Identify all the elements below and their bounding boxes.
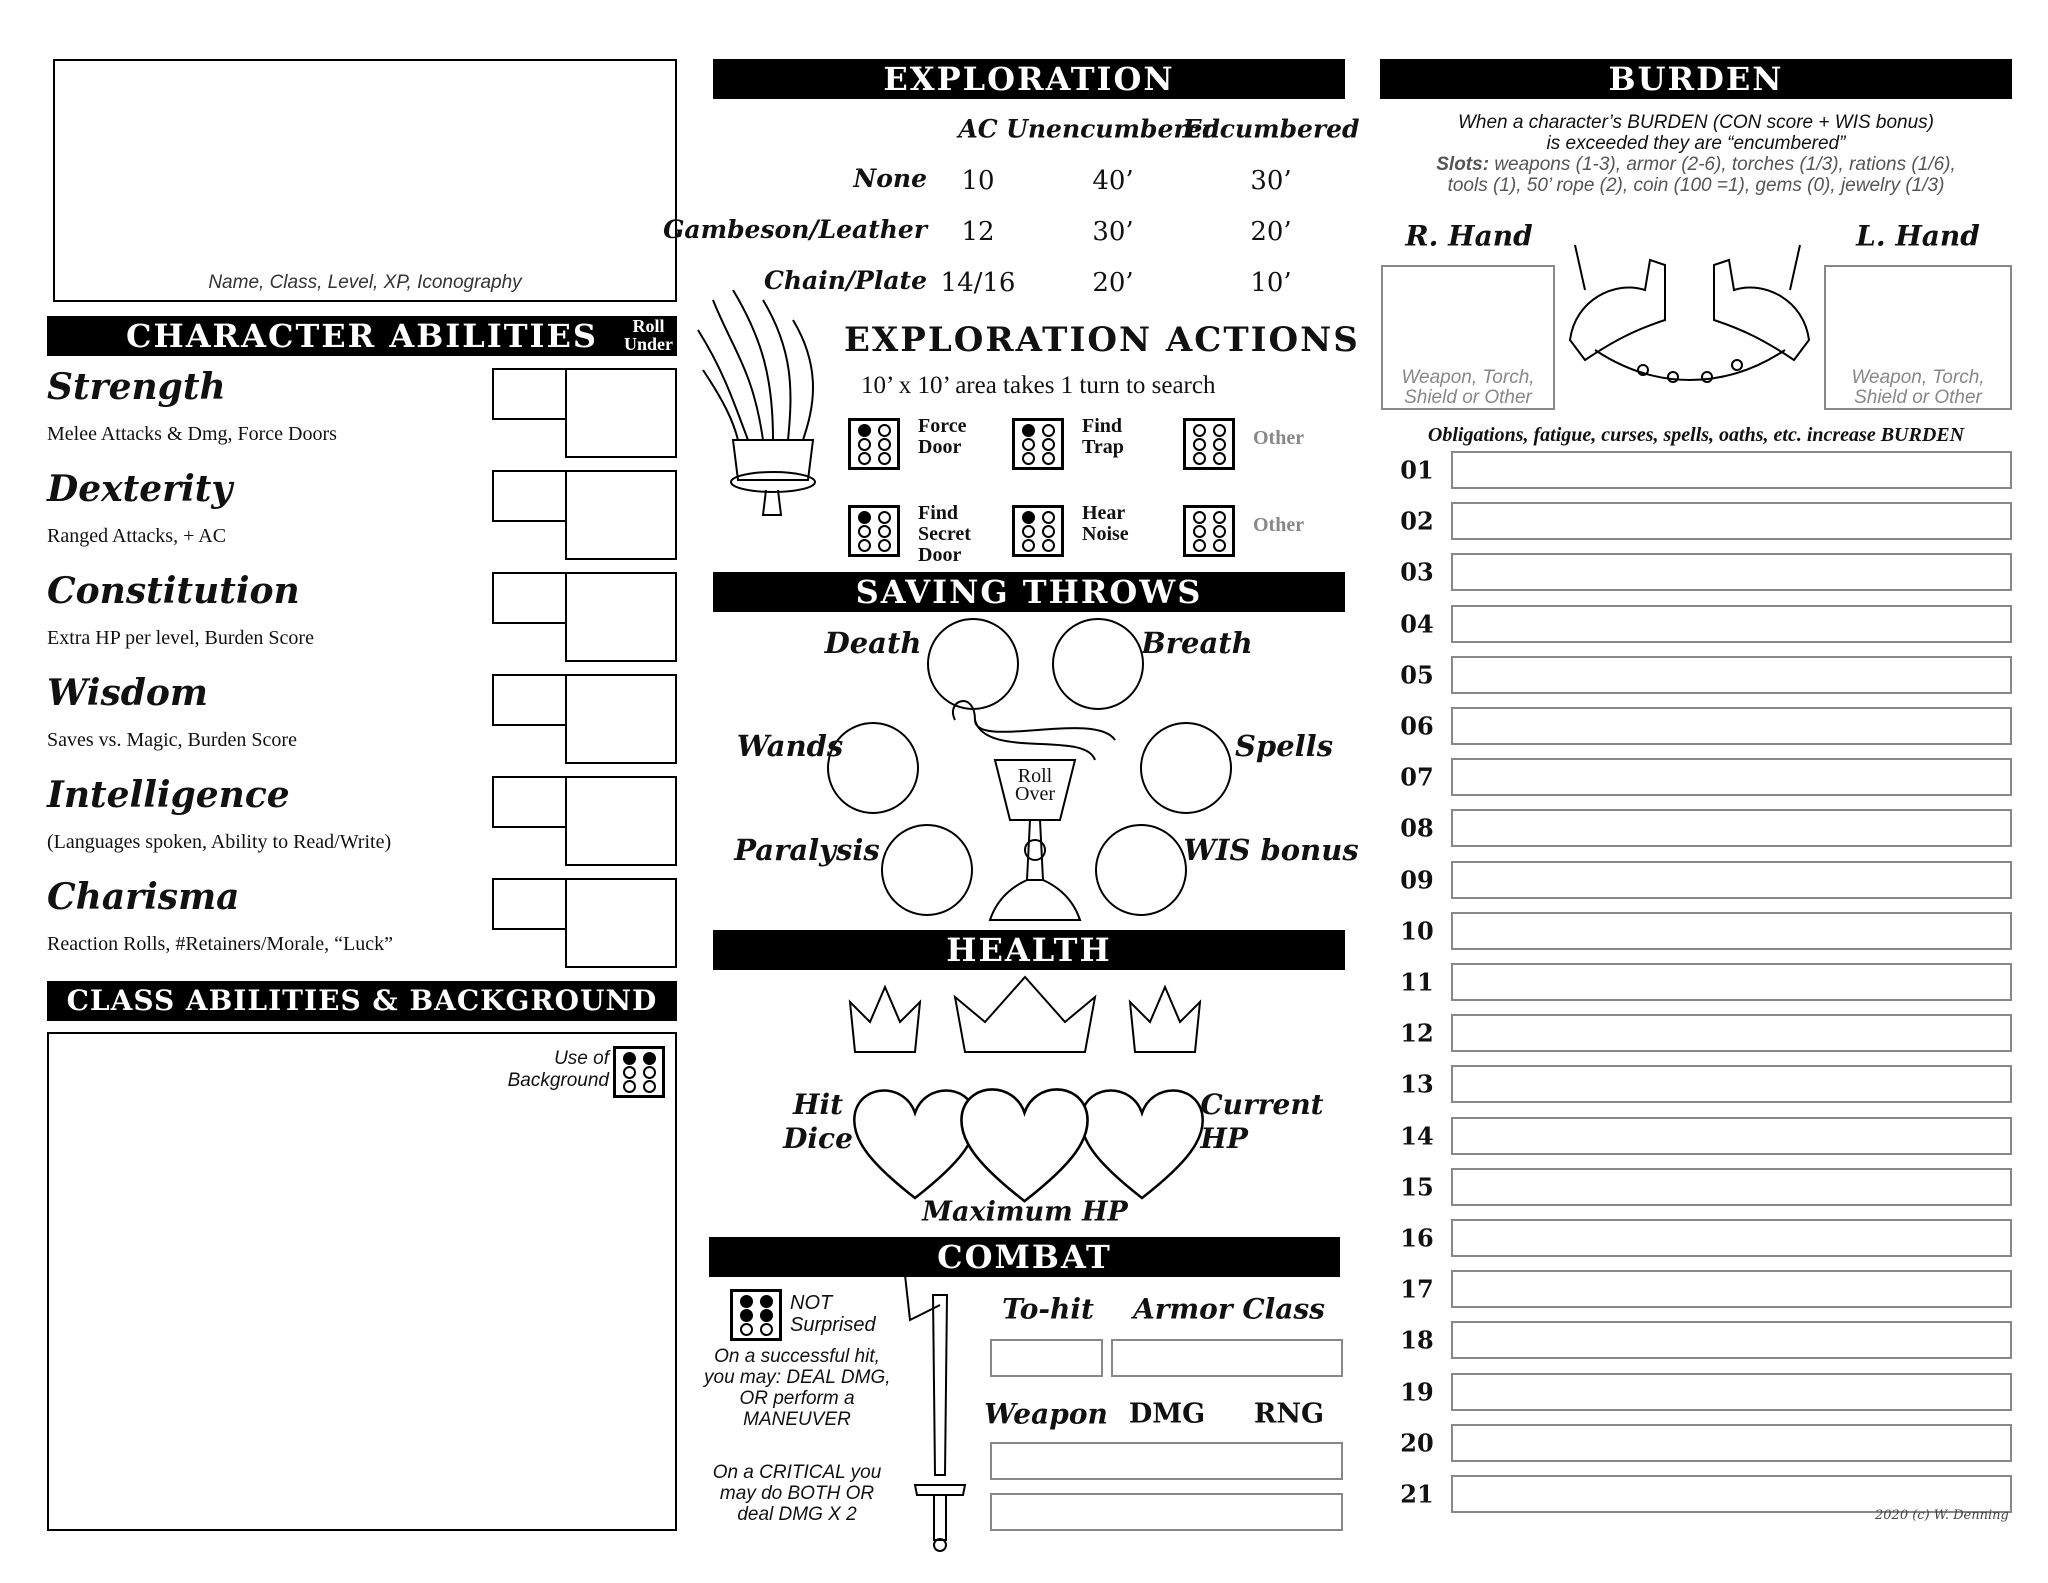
empty-pip [878, 424, 891, 437]
class-abilities-header: CLASS ABILITIES & BACKGROUND [47, 981, 677, 1021]
ability-name-intelligence: Intelligence [47, 774, 290, 816]
torch-illustration-icon [693, 290, 843, 520]
empty-pip [1042, 424, 1055, 437]
not-surprised-line: Surprised [790, 1314, 876, 1336]
empty-pip [1213, 539, 1226, 552]
critical-rules-line: On a CRITICAL you [712, 1462, 882, 1483]
armor-type: Gambeson/Leather [663, 215, 927, 244]
roll-over-line: Over [1015, 783, 1055, 805]
hand-hint-line: Weapon, Torch, [1401, 367, 1535, 388]
combat-header: COMBAT [709, 1237, 1340, 1277]
burden-row-number: 19 [1400, 1377, 1434, 1407]
action-label [1253, 428, 1304, 449]
filled-pip [623, 1052, 636, 1065]
burden-row-number: 10 [1400, 916, 1434, 946]
dmg-label: DMG [1128, 1398, 1206, 1430]
action-die-icon [848, 418, 900, 470]
hand-hint-line: Shield or Other [1854, 387, 1982, 408]
burden-row-number: 16 [1400, 1223, 1434, 1253]
filled-pip [858, 424, 871, 437]
burden-slot-field[interactable] [1451, 861, 2012, 899]
not-surprised-line: NOT [790, 1292, 833, 1314]
save-label-wands: Wands [736, 729, 844, 763]
burden-row-number: 08 [1400, 813, 1434, 843]
roll-over-line: Roll [1017, 765, 1053, 787]
rng-label: RNG [1253, 1398, 1325, 1430]
class-abilities-box[interactable] [47, 1032, 677, 1531]
action-label-line: Hear [1082, 502, 1126, 524]
empty-pip [1213, 424, 1226, 437]
hit-dice-line: Hit [792, 1088, 844, 1121]
exploration-value-ac: 12 [961, 217, 995, 247]
action-label-line: Other [1253, 514, 1305, 536]
burden-row-number: 01 [1400, 455, 1434, 485]
hit-rules-text [704, 1346, 890, 1430]
action-die-icon [1012, 418, 1064, 470]
roll-over-label [1015, 767, 1055, 803]
exploration-value-enc: 10’ [1250, 268, 1292, 298]
filled-pip [1022, 424, 1035, 437]
burden-row-number: 15 [1400, 1172, 1434, 1202]
critical-rules-line: deal DMG X 2 [737, 1504, 857, 1525]
right-hand-label: R. Hand [1405, 219, 1533, 253]
burden-slot-field[interactable] [1451, 553, 2012, 591]
exploration-column-header: Unencumbered [1006, 114, 1220, 144]
save-label-breath: Breath [1141, 626, 1253, 660]
name-box[interactable] [53, 59, 677, 302]
empty-pip [858, 438, 871, 451]
right-hand-slot[interactable] [1381, 265, 1555, 410]
burden-slot-field[interactable] [1451, 1117, 2012, 1155]
roll-under-line: Under [624, 334, 673, 354]
burden-row-number: 11 [1400, 967, 1434, 997]
action-label-line: Trap [1082, 436, 1124, 458]
empty-pip [1213, 525, 1226, 538]
exploration-value-unenc: 40’ [1092, 166, 1134, 196]
ability-score-field-constitution[interactable] [492, 572, 567, 624]
current-hp-line: Current [1200, 1088, 1324, 1121]
burden-row-number: 02 [1400, 506, 1434, 536]
empty-pip [643, 1066, 656, 1079]
action-die-icon [1183, 418, 1235, 470]
filled-pip [643, 1052, 656, 1065]
hit-dice-line: Dice [783, 1122, 853, 1155]
slots-label: Slots: [1436, 154, 1490, 175]
hit-rules-line: you may: DEAL DMG, [704, 1367, 891, 1388]
action-label-line: Find [1082, 415, 1123, 437]
critical-rules-text [704, 1462, 890, 1525]
action-die-icon [1012, 505, 1064, 557]
hands-illustration-icon [1555, 240, 1824, 390]
ability-name-constitution: Constitution [47, 570, 300, 612]
ability-roll-under-field-strength[interactable] [565, 368, 677, 458]
action-label-line: Other [1253, 427, 1305, 449]
hit-rules-line: OR perform a [739, 1388, 855, 1409]
action-die-icon [848, 505, 900, 557]
ability-roll-under-field-constitution[interactable] [565, 572, 677, 662]
action-label-line: Noise [1082, 523, 1129, 545]
filled-pip [858, 511, 871, 524]
exploration-value-ac: 10 [961, 166, 995, 196]
ability-score-field-dexterity[interactable] [492, 470, 567, 522]
empty-pip [1193, 438, 1206, 451]
action-label-line: Secret [918, 523, 971, 545]
empty-pip [878, 452, 891, 465]
maximum-hp-heart-icon[interactable] [957, 1080, 1092, 1208]
empty-pip [1022, 525, 1035, 538]
empty-pip [623, 1080, 636, 1093]
left-hand-label: L. Hand [1856, 219, 1980, 253]
empty-pip [1042, 511, 1055, 524]
action-label-line: Door [918, 436, 962, 458]
sword-illustration-icon [895, 1275, 985, 1555]
ability-score-field-intelligence[interactable] [492, 776, 567, 828]
weapon-field-1[interactable] [990, 1442, 1343, 1480]
empty-pip [878, 511, 891, 524]
save-label-wis-bonus: WIS bonus [1183, 833, 1359, 867]
roll-under-line: Roll [632, 316, 665, 336]
empty-pip [643, 1080, 656, 1093]
current-hp-line: HP [1200, 1122, 1248, 1155]
weapon-field-2[interactable] [990, 1493, 1343, 1531]
empty-pip [878, 438, 891, 451]
action-label [1082, 416, 1124, 458]
filled-pip [1022, 511, 1035, 524]
character-abilities-title: CHARACTER ABILITIES [126, 317, 598, 355]
filled-pip [740, 1309, 753, 1322]
action-label-line: Find [918, 502, 959, 524]
save-label-death: Death [824, 626, 922, 660]
ability-desc-intelligence: (Languages spoken, Ability to Read/Write) [47, 831, 392, 853]
filled-pip [740, 1295, 753, 1308]
hit-dice-label [783, 1088, 853, 1156]
health-header: HEALTH [713, 930, 1345, 970]
burden-slot-field[interactable] [1451, 963, 2012, 1001]
burden-slot-field[interactable] [1451, 1014, 2012, 1052]
burden-rule-line: is exceeded they are “encumbered” [1546, 133, 1846, 154]
armor-type: None [853, 164, 927, 193]
exploration-column-header: Encumbered [1182, 114, 1360, 144]
burden-row-number: 03 [1400, 557, 1434, 587]
empty-pip [1193, 511, 1206, 524]
burden-row-number: 09 [1400, 865, 1434, 895]
burden-slot-field[interactable] [1451, 1321, 2012, 1359]
burden-slot-field[interactable] [1451, 1373, 2012, 1411]
burden-row-number: 13 [1400, 1069, 1434, 1099]
obligations-note: Obligations, fatigue, curses, spells, oaths, etc. increase BURDEN [1427, 424, 1965, 446]
filled-pip [760, 1295, 773, 1308]
burden-row-number: 21 [1400, 1479, 1434, 1509]
empty-pip [1022, 539, 1035, 552]
ability-roll-under-field-intelligence[interactable] [565, 776, 677, 866]
ability-desc-wisdom: Saves vs. Magic, Burden Score [47, 729, 297, 751]
ability-score-field-wisdom[interactable] [492, 674, 567, 726]
hand-hint-line: Weapon, Torch, [1851, 367, 1985, 388]
chalice-serpent-illustration-icon [935, 690, 1135, 930]
burden-slot-field[interactable] [1451, 1219, 2012, 1257]
burden-slot-field[interactable] [1451, 605, 2012, 643]
ability-roll-under-field-dexterity[interactable] [565, 470, 677, 560]
empty-pip [1042, 539, 1055, 552]
surprise-die-icon [730, 1289, 782, 1341]
burden-slot-field[interactable] [1451, 1424, 2012, 1462]
burden-slot-field[interactable] [1451, 809, 2012, 847]
empty-pip [1193, 525, 1206, 538]
to-hit-label: To-hit [1002, 1292, 1094, 1326]
slots-line: weapons (1-3), armor (2-6), torches (1/3), rations (1/6), [1494, 154, 1956, 175]
burden-row-number: 14 [1400, 1121, 1434, 1151]
hit-rules-line: On a successful hit, [714, 1346, 880, 1367]
empty-pip [1213, 452, 1226, 465]
armor-class-label: Armor Class [1133, 1292, 1325, 1326]
current-hp-heart-icon[interactable] [1077, 1083, 1207, 1203]
action-die-icon [1183, 505, 1235, 557]
left-hand-slot[interactable] [1824, 265, 2012, 410]
burden-slot-field[interactable] [1451, 1168, 2012, 1206]
empty-pip [858, 525, 871, 538]
burden-slot-field[interactable] [1451, 912, 2012, 950]
right-hand-hint [1383, 368, 1553, 408]
hit-rules-line: MANEUVER [743, 1409, 851, 1430]
use-of-background-line: Background [507, 1070, 609, 1091]
action-label-line: Force [918, 415, 967, 437]
to-hit-field[interactable] [990, 1339, 1103, 1377]
empty-pip [1213, 438, 1226, 451]
empty-pip [1213, 511, 1226, 524]
empty-pip [740, 1323, 753, 1336]
burden-row-number: 04 [1400, 609, 1434, 639]
empty-pip [1022, 438, 1035, 451]
weapon-label: Weapon [984, 1397, 1108, 1431]
ability-name-dexterity: Dexterity [47, 468, 233, 510]
maximum-hp-label: Maximum HP [922, 1196, 1128, 1228]
exploration-value-unenc: 30’ [1092, 217, 1134, 247]
action-label [1253, 515, 1304, 536]
exploration-column-header: AC [958, 114, 998, 144]
exploration-actions-title: EXPLORATION ACTIONS [844, 320, 1360, 360]
burden-row-number: 20 [1400, 1428, 1434, 1458]
empty-pip [1042, 525, 1055, 538]
ability-score-field-charisma[interactable] [492, 878, 567, 930]
burden-slot-field[interactable] [1451, 451, 2012, 489]
empty-pip [1022, 452, 1035, 465]
copyright-credit: 2020 (c) W. Denning [1875, 1508, 2009, 1523]
ability-desc-charisma: Reaction Rolls, #Retainers/Morale, “Luck” [47, 933, 394, 955]
action-label-line: Door [918, 544, 962, 566]
burden-slot-field[interactable] [1451, 1065, 2012, 1103]
character-abilities-header [47, 316, 677, 356]
armor-class-field[interactable] [1111, 1339, 1343, 1377]
exploration-value-ac: 14/16 [940, 268, 1016, 298]
empty-pip [1193, 424, 1206, 437]
burden-rule-text [1380, 112, 2012, 196]
empty-pip [858, 539, 871, 552]
background-die-icon [613, 1046, 665, 1098]
armor-type: Chain/Plate [763, 266, 927, 295]
empty-pip [1042, 438, 1055, 451]
ability-roll-under-field-wisdom[interactable] [565, 674, 677, 764]
empty-pip [878, 539, 891, 552]
save-field-spells[interactable] [1140, 722, 1232, 814]
filled-pip [760, 1309, 773, 1322]
ability-name-wisdom: Wisdom [47, 672, 209, 714]
burden-slot-field[interactable] [1451, 1270, 2012, 1308]
not-surprised-label [790, 1292, 876, 1336]
exploration-value-unenc: 20’ [1092, 268, 1134, 298]
empty-pip [623, 1066, 636, 1079]
ability-name-charisma: Charisma [47, 876, 240, 918]
burden-rule-line: When a character’s BURDEN (CON score + WIS bonus) [1457, 112, 1935, 133]
name-box-caption: Name, Class, Level, XP, Iconography [208, 272, 522, 293]
burden-slot-field[interactable] [1451, 758, 2012, 796]
use-of-background-label [508, 1048, 609, 1092]
ability-roll-under-field-charisma[interactable] [565, 878, 677, 968]
exploration-actions-subtitle: 10’ x 10’ area takes 1 turn to search [861, 372, 1216, 399]
empty-pip [1193, 539, 1206, 552]
exploration-header: EXPLORATION [713, 59, 1345, 99]
empty-pip [1193, 452, 1206, 465]
action-label [1082, 503, 1129, 545]
action-label [918, 503, 971, 566]
crowns-illustration-icon [845, 972, 1205, 1062]
exploration-value-enc: 30’ [1250, 166, 1292, 196]
roll-under-label [624, 317, 673, 353]
ability-name-strength: Strength [47, 366, 226, 408]
empty-pip [760, 1323, 773, 1336]
ability-desc-dexterity: Ranged Attacks, + AC [47, 525, 227, 547]
burden-row-number: 17 [1400, 1274, 1434, 1304]
action-label [918, 416, 967, 458]
use-of-background-line: Use of [554, 1048, 609, 1069]
saving-throws-header: SAVING THROWS [713, 572, 1345, 612]
burden-header: BURDEN [1380, 59, 2012, 99]
burden-row-number: 06 [1400, 711, 1434, 741]
left-hand-hint [1826, 368, 2010, 408]
ability-desc-strength: Melee Attacks & Dmg, Force Doors [47, 423, 337, 445]
empty-pip [878, 525, 891, 538]
ability-desc-constitution: Extra HP per level, Burden Score [47, 627, 314, 649]
burden-row-number: 18 [1400, 1325, 1434, 1355]
burden-row-number: 12 [1400, 1018, 1434, 1048]
hand-hint-line: Shield or Other [1404, 387, 1532, 408]
current-hp-label [1200, 1088, 1323, 1156]
exploration-value-enc: 20’ [1250, 217, 1292, 247]
empty-pip [1042, 452, 1055, 465]
critical-rules-line: may do BOTH OR [719, 1483, 875, 1504]
burden-row-number: 07 [1400, 762, 1434, 792]
burden-slot-field[interactable] [1451, 502, 2012, 540]
burden-slot-field[interactable] [1451, 656, 2012, 694]
save-label-paralysis: Paralysis [734, 833, 880, 867]
empty-pip [858, 452, 871, 465]
burden-row-number: 05 [1400, 660, 1434, 690]
save-label-spells: Spells [1234, 729, 1334, 763]
slots-line: tools (1), 50’ rope (2), coin (100 =1), gems (0), jewelry (1/3) [1447, 175, 1945, 196]
burden-slot-field[interactable] [1451, 707, 2012, 745]
ability-score-field-strength[interactable] [492, 368, 567, 420]
